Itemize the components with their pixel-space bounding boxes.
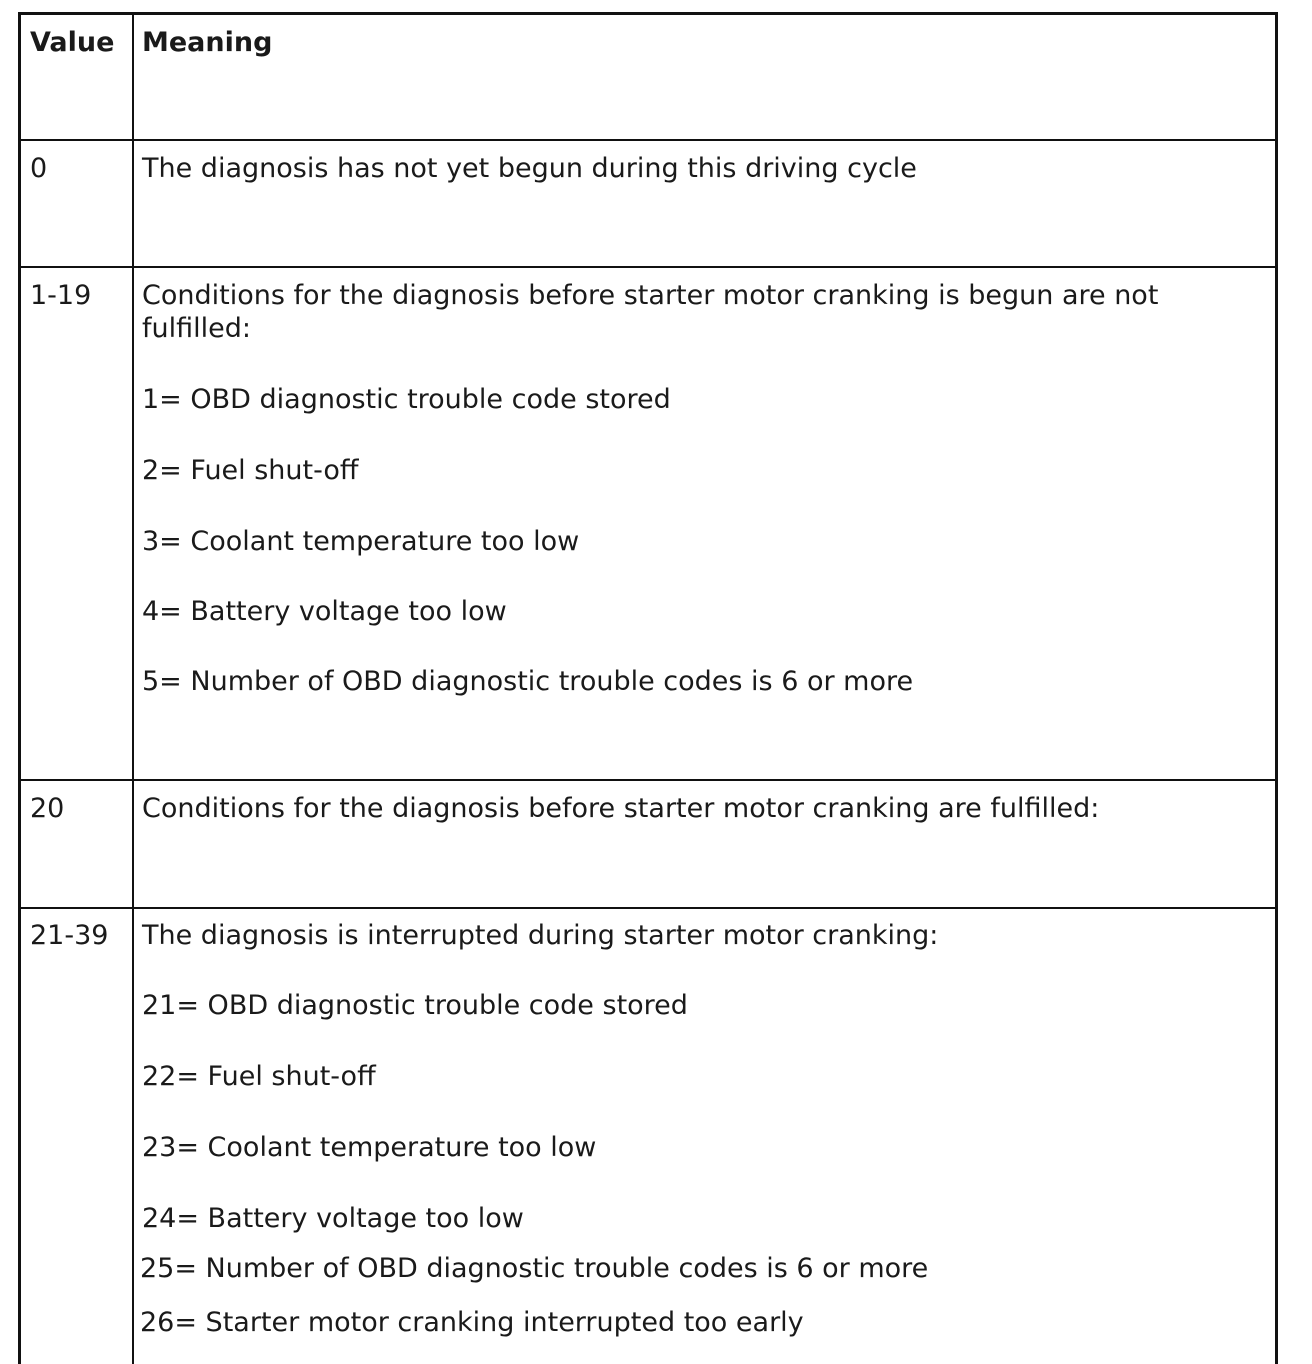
diagnosis-status-table xyxy=(18,12,1278,1364)
row-meaning-line: 22= Fuel shut-off xyxy=(142,1061,376,1092)
row-divider xyxy=(21,907,1275,909)
column-divider xyxy=(132,15,134,1364)
row-meaning-line: The diagnosis is interrupted during starter motor cranking: xyxy=(142,920,939,951)
row-value: 0 xyxy=(30,153,48,184)
row-meaning-line: 1= OBD diagnostic trouble code stored xyxy=(142,384,671,415)
row-meaning-line: 3= Coolant temperature too low xyxy=(142,526,580,557)
row-meaning-line: 26= Starter motor cranking interrupted too early xyxy=(140,1307,804,1338)
row-value: 1-19 xyxy=(30,280,92,311)
row-meaning-line: 23= Coolant temperature too low xyxy=(142,1132,597,1163)
row-meaning-line: 21= OBD diagnostic trouble code stored xyxy=(142,990,688,1021)
header-value: Value xyxy=(30,27,115,58)
row-value: 20 xyxy=(30,793,65,824)
row-divider xyxy=(21,266,1275,268)
row-divider xyxy=(21,139,1275,141)
row-meaning-line: Conditions for the diagnosis before starter motor cranking are fulfilled: xyxy=(142,793,1100,824)
row-divider xyxy=(21,779,1275,781)
row-meaning-line: 4= Battery voltage too low xyxy=(142,596,507,627)
row-meaning-line: Conditions for the diagnosis before starter motor cranking is begun are not xyxy=(142,280,1159,311)
row-meaning-line: 2= Fuel shut-off xyxy=(142,455,359,486)
row-meaning-line: 24= Battery voltage too low xyxy=(142,1203,524,1234)
row-meaning-line: 25= Number of OBD diagnostic trouble codes is 6 or more xyxy=(140,1253,929,1284)
header-meaning: Meaning xyxy=(142,27,273,58)
row-meaning-line: The diagnosis has not yet begun during this driving cycle xyxy=(142,153,917,184)
row-meaning-line: 5= Number of OBD diagnostic trouble codes is 6 or more xyxy=(142,666,914,697)
row-meaning-line: fulfilled: xyxy=(142,313,251,344)
row-value: 21-39 xyxy=(30,920,109,951)
